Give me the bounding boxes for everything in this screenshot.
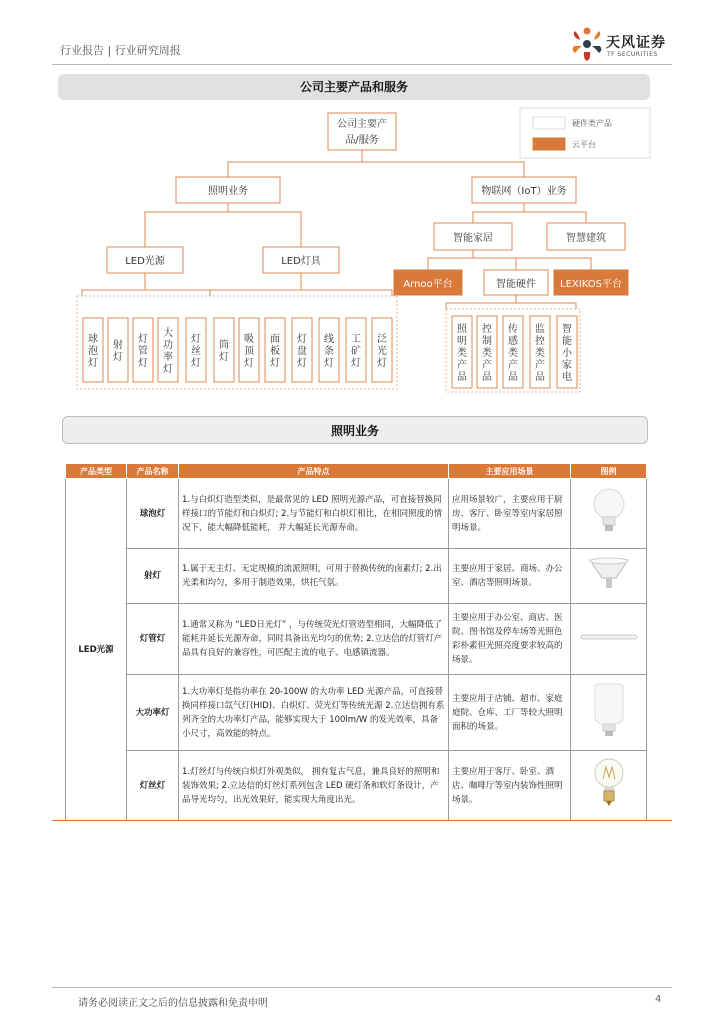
table-header-row — [66, 464, 647, 479]
node-smart-hardware-label: 智能硬件 — [496, 279, 536, 290]
node-root-line2: 品/服务 — [345, 135, 379, 146]
table-row — [66, 751, 647, 821]
led-source-item-label-4: 灯丝灯 — [191, 334, 201, 369]
product-name: 大功率灯 — [127, 675, 179, 751]
product-scene: 主要应用于客厅、卧室、酒店、咖啡厅等室内装饰性照明场景。 — [449, 751, 571, 821]
company-logo — [570, 26, 680, 62]
product-feature: 1.灯丝灯与传统白炽灯外观类似， 拥有复古气息，兼具良好的照明和装饰效果; 2.立达信的灯丝灯系列包含 LED 硬灯条和软灯条设计，产品导光均匀，出光效果好，能实现大角度出光。 — [179, 751, 449, 821]
hardware-leaves — [452, 316, 577, 388]
hardware-item-label-2: 传感类产品 — [508, 324, 518, 383]
product-scene: 主要应用于家居、商场、办公室、酒店等照明场景。 — [449, 549, 571, 604]
section-title-lighting: 照明业务 — [62, 416, 648, 444]
node-led-source-label: LED光源 — [125, 256, 165, 267]
led-fixture-item-label-5: 工矿灯 — [351, 334, 361, 369]
product-feature: 1.属于无主灯、无定规模的流派照明，可用于替换传统的卤素灯; 2.出光柔和均匀，多用于制造效果，烘托气氛。 — [179, 549, 449, 604]
lighting-products-table — [65, 463, 647, 821]
legend-hardware-swatch — [533, 117, 565, 129]
col-header-image: 图例 — [571, 464, 647, 479]
legend-cloud-label: 云平台 — [572, 140, 596, 149]
led-source-item-label-0: 球泡灯 — [88, 334, 98, 369]
product-name: 射灯 — [127, 549, 179, 604]
bulb-icon — [571, 479, 647, 549]
hardware-item-label-1: 控制类产品 — [482, 324, 492, 383]
col-header-name: 产品名称 — [127, 464, 179, 479]
node-led-fixture-label: LED灯具 — [281, 256, 321, 267]
led-source-item-label-2: 灯管灯 — [138, 334, 148, 369]
product-feature: 1.大功率灯是指功率在 20-100W 的大功率 LED 光源产品，可直接替换同样接口氙气灯(HID)、白炽灯、荧光灯等传统光源 2.立达信拥有系列齐全的大功率灯产品，能够实现大于 100lm/W 的发光效率，具备小尺寸，高效能的特点。 — [179, 675, 449, 751]
hardware-item-label-4: 智能小家电 — [562, 324, 572, 383]
led-source-leaves — [83, 318, 206, 382]
product-name: 灯管灯 — [127, 604, 179, 675]
product-feature: 1.通常又称为 “LED日光灯” ，与传统荧光灯管造型相同，大幅降低了能耗并延长光源寿命，同时具备出光均匀的优势; 2.立达信的灯管灯产品具有良好的兼容性，可匹配主流的电子、电感镇流器。 — [179, 604, 449, 675]
led-fixture-item-label-3: 灯盘灯 — [297, 334, 307, 369]
led-fixture-item-label-6: 泛光灯 — [377, 334, 387, 369]
header-divider — [52, 64, 672, 65]
col-header-scene: 主要应用场景 — [449, 464, 571, 479]
led-fixture-item-label-1: 吸顶灯 — [244, 334, 254, 369]
led-source-item-label-1: 射灯 — [113, 340, 123, 363]
high-power-bulb-icon — [571, 675, 647, 751]
chart-legend — [520, 108, 650, 158]
page-number: 4 — [655, 994, 662, 1005]
led-fixture-item-label-4: 线条灯 — [324, 334, 334, 369]
logo-mark-icon — [570, 26, 604, 62]
node-smart-home-label: 智能家居 — [453, 233, 493, 244]
led-source-item-label-3: 大功率灯 — [163, 328, 173, 375]
category-cell: LED光源 — [66, 479, 127, 821]
table-row — [66, 675, 647, 751]
tube-light-icon — [571, 604, 647, 675]
spotlight-icon — [571, 549, 647, 604]
hardware-item-label-3: 监控类产品 — [535, 324, 545, 383]
footer-divider — [52, 987, 672, 988]
product-scene: 主要应用于店铺、超市、家庭庭院、仓库、工厂等较大照明面积的场景。 — [449, 675, 571, 751]
product-scene: 主要应用于办公室、商店、医院、图书馆及停车场等光照色彩朴素但光照亮度要求较高的场景。 — [449, 604, 571, 675]
table-bottom-rule — [52, 820, 672, 821]
report-header-title: 行业报告 | 行业研究周报 — [60, 44, 181, 57]
section-title-products: 公司主要产品和服务 — [58, 74, 650, 100]
product-scene: 应用场景较广，主要应用于厨房、客厅、卧室等室内家居照明场景。 — [449, 479, 571, 549]
logo-subtext: TF SECURITIES — [607, 51, 658, 58]
table-row — [66, 479, 647, 549]
col-header-type: 产品类型 — [66, 464, 127, 479]
col-header-feature: 产品特点 — [179, 464, 449, 479]
table-row — [66, 549, 647, 604]
product-name: 灯丝灯 — [127, 751, 179, 821]
led-fixture-item-label-2: 面板灯 — [270, 334, 280, 369]
node-smart-building-label: 智慧建筑 — [566, 233, 606, 244]
product-org-chart — [0, 100, 724, 400]
legend-hardware-label: 硬件类产品 — [572, 119, 612, 128]
node-lexikos-label: LEXIKOS平台 — [560, 279, 622, 290]
node-root-line1: 公司主要产 — [337, 119, 387, 130]
filament-bulb-icon — [571, 751, 647, 821]
node-iot-label: 物联网（IoT）业务 — [481, 186, 567, 197]
led-fixture-leaves — [214, 318, 392, 382]
led-fixture-item-label-0: 筒灯 — [219, 340, 229, 363]
footer-disclaimer: 请务必阅读正文之后的信息披露和免责申明 — [78, 998, 268, 1009]
logo-text: 天风证券 — [606, 35, 666, 51]
product-name: 球泡灯 — [127, 479, 179, 549]
node-arnoo-label: Arnoo平台 — [403, 279, 453, 290]
table-row — [66, 604, 647, 675]
node-lighting-label: 照明业务 — [208, 186, 248, 197]
legend-cloud-swatch — [533, 138, 565, 150]
hardware-item-label-0: 照明类产品 — [457, 324, 467, 383]
product-feature: 1.与白炽灯造型类似，是最常见的 LED 照明光源产品，可直接替换同样接口的节能灯和白炽灯; 2.与节能灯和白炽灯相比，在相同照度的情况下，能大幅降低能耗， 并大幅延长光源寿命。 — [179, 479, 449, 549]
